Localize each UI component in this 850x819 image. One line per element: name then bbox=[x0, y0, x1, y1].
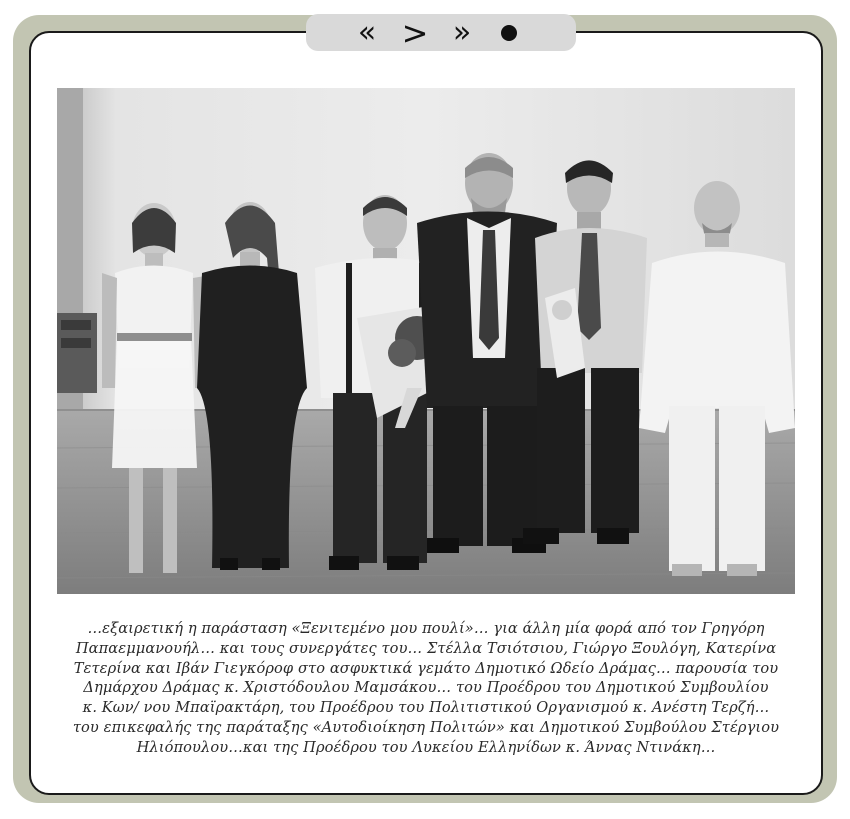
slideshow-nav bbox=[306, 14, 576, 51]
slide-photo bbox=[57, 88, 795, 594]
pause-button[interactable] bbox=[496, 14, 522, 51]
caption-line: Παπαεμμανουήλ… και τους συνεργάτες του… Στέλλα Τσιότσιου, Γιώργο Ξουλόγη, Κατερίνα bbox=[75, 639, 777, 657]
caption-line: Τετερίνα και Ιβάν Γιεγκόροφ στο ασφυκτικά γεμάτο Δημοτικό Ωδείο Δράμας… παρουσία του bbox=[73, 659, 779, 677]
caption-line: …εξαιρετική η παράσταση «Ξενιτεμένο μου πουλί»… για άλλη μία φορά από τον Γρηγόρη bbox=[87, 620, 765, 637]
last-slide-button[interactable]: » bbox=[452, 15, 472, 50]
caption-line: κ. Κων/ νου Μπαϊρακτάρη, του Προέδρου του Πολιτιστικού Οργανισμού κ. Ανέστη Τερζή… bbox=[82, 699, 770, 717]
next-slide-button[interactable]: > bbox=[401, 13, 429, 52]
caption-line: του επικεφαλής της παράταξης «Αυτοδιοίκηση Πολιτών» και Δημοτικού Συμβούλου Στέργιου bbox=[72, 718, 780, 736]
dot-icon bbox=[501, 25, 517, 41]
caption-line: Ηλιόπουλου…και της Προέδρου του Λυκείου Ελληνίδων κ. Άννας Ντινάκη… bbox=[136, 738, 716, 756]
first-slide-button[interactable]: « bbox=[357, 15, 377, 50]
slide-caption bbox=[60, 619, 792, 758]
caption-line: Δημάρχου Δράμας κ. Χριστόδουλου Μαμσάκου… του Προέδρου του Δημοτικού Συμβουλίου bbox=[83, 679, 769, 697]
